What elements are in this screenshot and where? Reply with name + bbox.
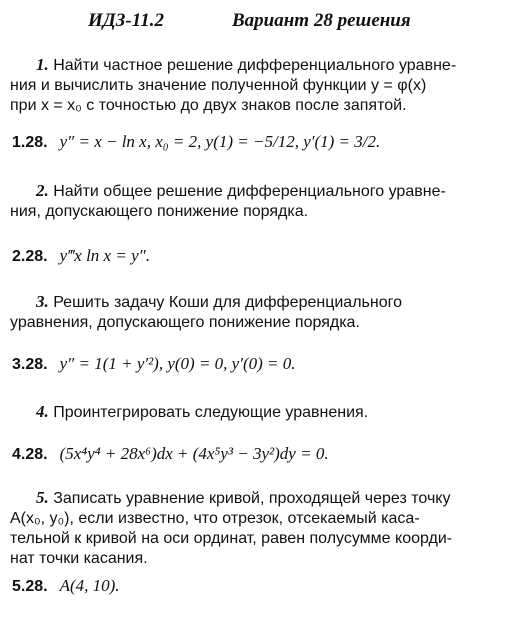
task-4: [10, 402, 497, 423]
equation-text: y‴x ln x = y″.: [59, 246, 150, 265]
task-number: 3.: [36, 292, 49, 311]
equation-number: 4.28.: [12, 446, 48, 463]
equation-number: 1.28.: [12, 134, 48, 151]
task-5: [10, 488, 497, 569]
equation-number: 3.28.: [12, 356, 48, 373]
worksheet-code: ИДЗ-11.2: [88, 10, 164, 31]
task-text-line: Найти общее решение дифференциального уравне-: [53, 183, 446, 200]
equation-2: [12, 246, 150, 266]
equation-text: A(4, 10).: [59, 576, 120, 595]
equation-1: [12, 132, 380, 152]
equation-3: [12, 354, 296, 374]
task-number: 2.: [36, 181, 49, 200]
equation-text: y″ = 1(1 + y′²), y(0) = 0, y′(0) = 0.: [59, 354, 296, 373]
task-text-line: Записать уравнение кривой, проходящей через точку: [53, 490, 451, 507]
task-text-line: Решить задачу Коши для дифференциального: [53, 294, 402, 311]
task-text-line: ния, допускающего понижение порядка.: [10, 203, 309, 220]
variant-title: Вариант 28 решения: [232, 10, 411, 31]
task-text-line: при x = x₀ с точностью до двух знаков после запятой.: [10, 97, 407, 114]
equation-5: [12, 576, 120, 596]
equation-text: y″ = x − ln x, x₀ = 2, y(1) = −5/12, y′(1) = 3/2.: [59, 132, 381, 151]
task-2: [10, 181, 497, 222]
task-number: 1.: [36, 55, 49, 74]
task-text-line: нат точки касания.: [10, 550, 148, 567]
task-text-line: ния и вычислить значение полученной функции y = φ(x): [10, 77, 427, 94]
task-text-line: уравнения, допускающего понижение порядка.: [10, 314, 360, 331]
equation-number: 2.28.: [12, 248, 48, 265]
task-text-line: A(x₀, y₀), если известно, что отрезок, отсекаемый каса-: [10, 510, 420, 527]
task-1: [10, 55, 497, 116]
equation-4: [12, 444, 329, 464]
task-3: [10, 292, 497, 333]
equation-number: 5.28.: [12, 578, 48, 595]
task-text-line: тельной к кривой на оси ординат, равен полусумме коорди-: [10, 530, 453, 547]
equation-text: (5x⁴y⁴ + 28x⁶)dx + (4x⁵y³ − 3y²)dy = 0.: [59, 444, 329, 463]
task-text-line: Проинтегрировать следующие уравнения.: [53, 404, 369, 421]
task-number: 4.: [36, 402, 49, 421]
task-number: 5.: [36, 488, 49, 507]
task-text-line: Найти частное решение дифференциального уравне-: [53, 57, 457, 74]
